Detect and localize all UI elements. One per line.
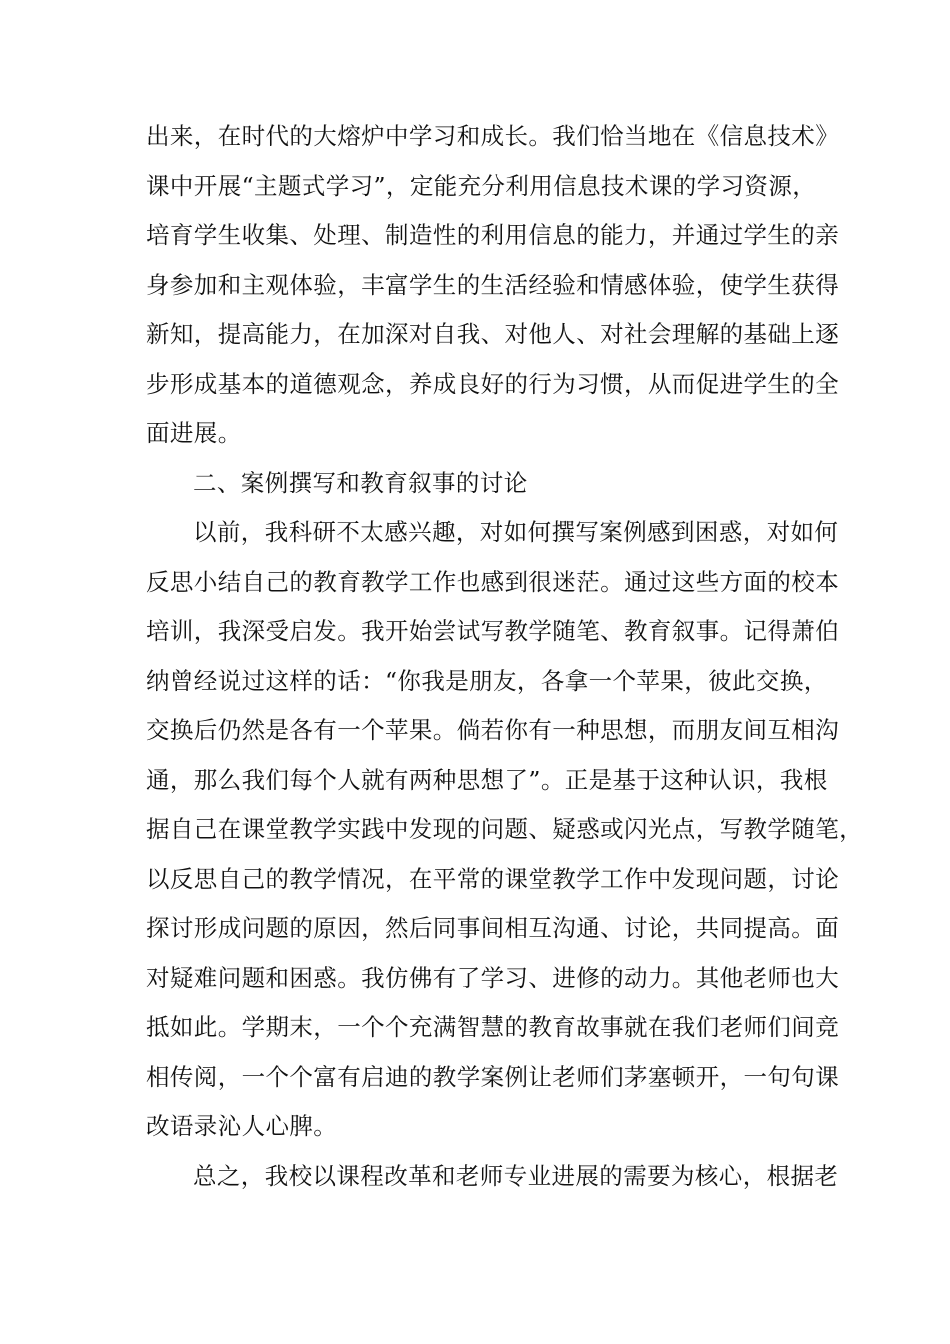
text-line: 面进展。 xyxy=(146,419,242,447)
text-line: 探讨形成问题的原因，然后同事间相互沟通、讨论，共同提高。面 xyxy=(146,914,840,942)
text-line: 培育学生收集、处理、制造性的利用信息的能力，并通过学生的亲 xyxy=(146,221,840,249)
body-text xyxy=(146,112,863,1201)
text-line: 以前，我科研不太感兴趣，对如何撰写案例感到困惑，对如何 xyxy=(193,518,839,546)
text-line: 新知，提高能力，在加深对自我、对他人、对社会理解的基础上逐 xyxy=(146,320,840,348)
text-line: 身参加和主观体验，丰富学生的生活经验和情感体验，使学生获得 xyxy=(146,270,840,299)
text-line: 抵如此。学期末，一个个充满智慧的教育故事就在我们老师们间竞 xyxy=(146,1013,840,1041)
text-line: 总之，我校以课程改革和老师专业进展的需要为核心，根据老 xyxy=(193,1161,839,1190)
text-line: 对疑难问题和困惑。我仿佛有了学习、进修的动力。其他老师也大 xyxy=(146,963,840,992)
text-line: 反思小结自己的教育教学工作也感到很迷茫。通过这些方面的校本 xyxy=(146,567,840,596)
text-line: 课中开展“主题式学习”，定能充分利用信息技术课的学习资源， xyxy=(146,171,817,200)
text-line: 出来，在时代的大熔炉中学习和成长。我们恰当地在《信息技术》 xyxy=(146,122,840,150)
text-line: 据自己在课堂教学实践中发现的问题、疑惑或闪光点，写教学随笔， xyxy=(146,815,863,843)
text-line: 培训，我深受启发。我开始尝试写教学随笔、教育叙事。记得萧伯 xyxy=(146,617,840,645)
section-heading: 二、案例撰写和教育叙事的讨论 xyxy=(193,468,528,497)
text-line: 以反思自己的教学情况，在平常的课堂教学工作中发现问题，讨论 xyxy=(146,864,840,893)
text-line: 改语录沁人心脾。 xyxy=(146,1112,338,1140)
text-line: 步形成基本的道德观念，养成良好的行为习惯，从而促进学生的全 xyxy=(146,369,840,398)
text-line: 纳曾经说过这样的话：“你我是朋友，各拿一个苹果，彼此交换， xyxy=(146,666,828,695)
text-line: 通，那么我们每个人就有两种思想了”。正是基于这种认识，我根 xyxy=(146,765,828,794)
text-line: 相传阅，一个个富有启迪的教学案例让老师们茅塞顿开，一句句课 xyxy=(146,1062,840,1091)
text-line: 交换后仍然是各有一个苹果。倘若你有一种思想，而朋友间互相沟 xyxy=(146,716,840,744)
